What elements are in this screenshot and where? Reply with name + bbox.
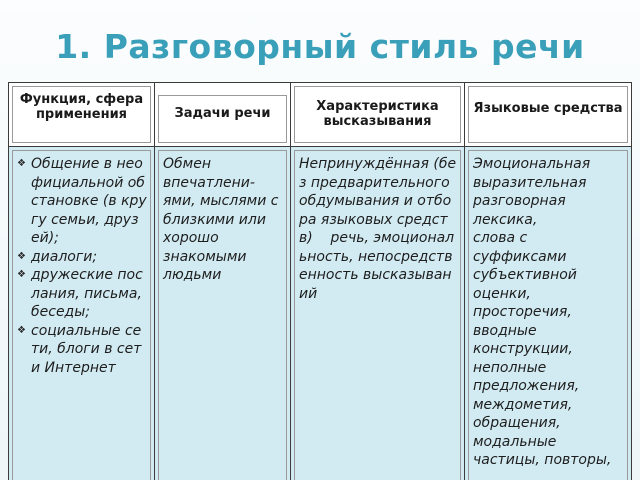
column-header-cell: [291, 83, 464, 147]
function-bullet-list: [17, 155, 147, 377]
header-characteristics: Характеристика высказывания: [294, 86, 461, 143]
header-function: Функция, сфера применения: [12, 86, 151, 143]
column-language-means: [465, 83, 631, 480]
characteristics-text: Непринуждённая (без предварительного обдумывания и отбора языковых средств) речь, эмоциональность, непосредственность высказываний: [299, 156, 457, 302]
column-function: [9, 83, 155, 480]
column-body-cell: [9, 147, 154, 480]
cell-function: [12, 150, 151, 480]
list-item: [17, 266, 147, 322]
style-table: [8, 82, 632, 480]
list-item: [17, 248, 147, 267]
cell-tasks: [158, 150, 287, 480]
column-header-cell: [465, 83, 631, 147]
slide-title: 1. Разговорный стиль речи: [55, 27, 585, 66]
header-language-means: Языковые средства: [468, 86, 628, 143]
diamond-bullet-icon: ❖: [17, 158, 26, 169]
list-item: [17, 322, 147, 378]
bullet-text: дружеские послания, письма, беседы;: [31, 267, 143, 320]
column-tasks: [155, 83, 291, 480]
column-body-cell: [155, 147, 290, 480]
column-header-cell: [155, 83, 290, 147]
bullet-text: социальные сети, блоги в сети Интернет: [31, 322, 142, 376]
bullet-text: диалоги;: [31, 248, 98, 265]
cell-characteristics: [294, 150, 461, 480]
language-means-text: [473, 155, 624, 470]
column-header-cell: [9, 83, 154, 147]
cell-language-means: [468, 150, 628, 480]
column-body-cell: [291, 147, 464, 480]
diamond-bullet-icon: ❖: [17, 324, 26, 336]
list-item: [17, 155, 147, 248]
diamond-bullet-icon: ❖: [17, 250, 26, 262]
diamond-bullet-icon: ❖: [17, 269, 26, 280]
language-means-line-2: слова с суффиксами субъективной оценки, просторечия, вводные конструкции, неполные предложения, междометия, обращения, модальные частицы, повторы,: [473, 230, 612, 468]
tasks-text: Обмен впечатлени-ями, мыслями с близкими или хорошо знакомыми людьми: [163, 156, 279, 283]
column-characteristics: [291, 83, 465, 480]
column-body-cell: [465, 147, 631, 480]
header-tasks: Задачи речи: [158, 95, 287, 143]
bullet-text: Общение в неофициальной обстановке (в кругу семьи, друзей);: [31, 156, 147, 246]
language-means-line-1: Эмоциональная выразительная разговорная лексика,: [473, 156, 591, 228]
